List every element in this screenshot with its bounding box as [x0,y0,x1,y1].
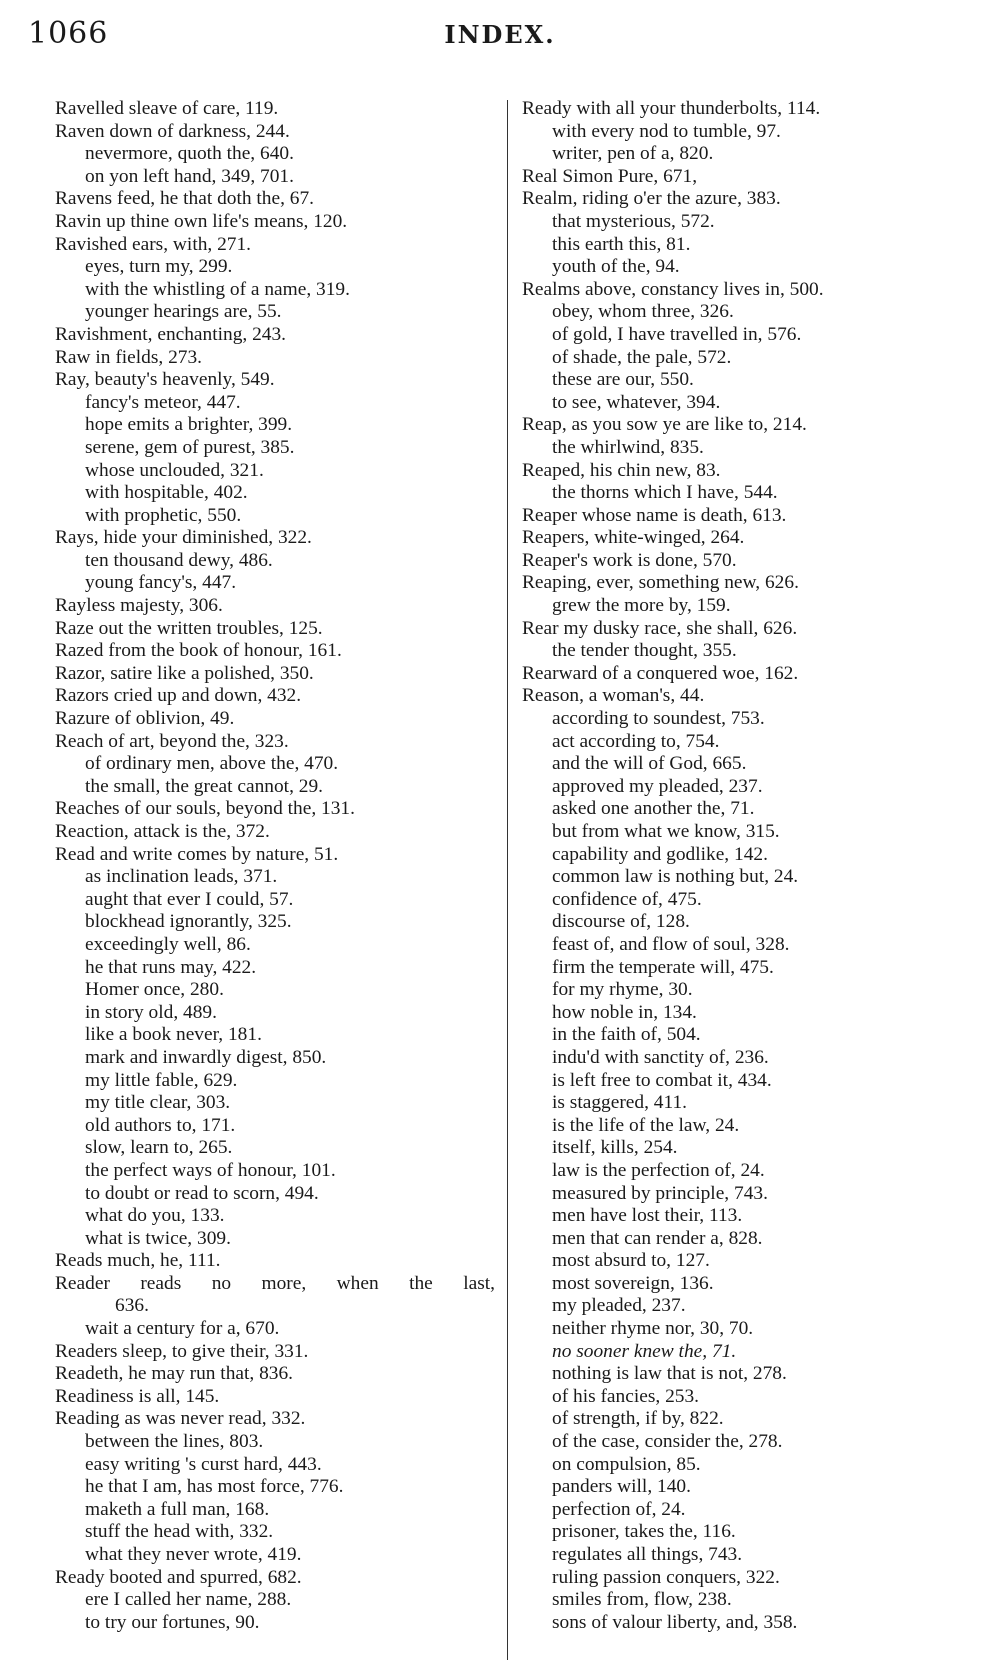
index-subentry: men have lost their, 113. [552,1205,743,1227]
index-entry: Ray, beauty's heavenly, 549. [55,369,275,391]
index-subentry: what they never wrote, 419. [85,1544,302,1565]
index-subentry: easy writing 's curst hard, 443. [85,1453,322,1475]
index-subentry: ere I called her name, 288. [85,1589,292,1611]
index-entry: Raze out the written troubles, 125. [55,617,323,639]
index-subentry: blockhead ignorantly, 325. [85,911,292,933]
index-subentry: fancy's meteor, 447. [85,391,241,413]
index-entry: Ravin up thine own life's means, 120. [55,210,348,232]
index-subentry: stuff the head with, 332. [85,1521,274,1543]
index-subentry: younger hearings are, 55. [85,301,282,323]
index-subentry: eyes, turn my, 299. [85,256,233,278]
index-subentry: the whirlwind, 835. [552,436,704,458]
index-subentry: wait a century for a, 670. [85,1318,280,1340]
index-subentry: exceedingly well, 86. [85,933,251,955]
index-subentry: according to soundest, 753. [552,708,765,730]
index-entry: Reaches of our souls, beyond the, 131. [55,798,355,820]
index-subentry: of ordinary men, above the, 470. [85,753,339,775]
index-subentry: prisoner, takes the, 116. [552,1521,736,1543]
index-subentry: Homer once, 280. [85,979,224,1001]
index-entry: Reap, as you sow ye are like to, 214. [522,414,807,436]
index-subentry: of shade, the pale, 572. [552,346,732,368]
index-subentry: young fancy's, 447. [85,572,237,594]
index-column-right [522,98,982,1634]
index-subentry: neither rhyme nor, 30, 70. [552,1318,754,1340]
index-subentry: no sooner knew the, 71. [552,1340,737,1362]
index-subentry: nevermore, quoth the, 640. [85,143,294,165]
index-subentry: hope emits a brighter, 399. [85,414,293,436]
index-subentry: men that can render a, 828. [552,1227,763,1249]
index-subentry: with every nod to tumble, 97. [552,120,781,142]
index-subentry: measured by principle, 743. [552,1182,768,1204]
index-subentry: approved my pleaded, 237. [552,775,763,797]
index-entry: Reaper's work is done, 570. [522,549,737,571]
index-subentry: for my rhyme, 30. [552,979,693,1001]
index-entry: Rear my dusky race, she shall, 626. [522,617,798,639]
index-entry: Rearward of a conquered woe, 162. [522,662,799,684]
index-subentry: of his fancies, 253. [552,1385,700,1407]
index-subentry: writer, pen of a, 820. [552,143,714,165]
index-subentry: to see, whatever, 394. [552,391,721,413]
index-entry: Reaping, ever, something new, 626. [522,572,799,594]
index-subentry: this earth this, 81. [552,233,691,255]
index-subentry: itself, kills, 254. [552,1137,678,1159]
index-entry: Realms above, constancy lives in, 500. [522,278,824,300]
index-entry: Reader reads no more, when the last, [55,1272,495,1294]
index-column-left [55,98,515,1634]
index-subentry: act according to, 754. [552,730,720,752]
index-subentry: is left free to combat it, 434. [552,1069,772,1091]
index-subentry: but from what we know, 315. [552,821,780,842]
index-subentry: is the life of the law, 24. [552,1114,740,1136]
index-subentry: mark and inwardly digest, 850. [85,1046,327,1068]
index-entry: Ravishment, enchanting, 243. [55,323,287,345]
index-entry: Reaction, attack is the, 372. [55,821,270,842]
index-subentry: on compulsion, 85. [552,1453,701,1475]
index-subentry: capability and godlike, 142. [552,843,768,865]
index-subentry: smiles from, flow, 238. [552,1589,732,1611]
index-subentry: the tender thought, 355. [552,640,737,662]
index-entry: Read and write comes by nature, 51. [55,843,339,865]
index-subentry: like a book never, 181. [85,1024,262,1046]
index-subentry: between the lines, 803. [85,1431,264,1453]
index-subentry: my pleaded, 237. [552,1295,686,1317]
index-entry: Rayless majesty, 306. [55,595,223,617]
index-subentry: on yon left hand, 349, 701. [85,165,294,187]
index-entry: Razure of oblivion, 49. [55,708,235,730]
index-entry: Reads much, he, 111. [55,1250,221,1272]
index-subentry: in story old, 489. [85,1001,217,1023]
index-subentry: serene, gem of purest, 385. [85,436,295,458]
index-entry: Reach of art, beyond the, 323. [55,730,289,752]
index-subentry: slow, learn to, 265. [85,1137,233,1159]
column-divider [507,100,508,1660]
index-entry: Raw in fields, 273. [55,346,203,368]
index-entry: Raven down of darkness, 244. [55,120,290,142]
index-subentry: law is the perfection of, 24. [552,1159,765,1181]
index-subentry: how noble in, 134. [552,1001,697,1023]
index-subentry: in the faith of, 504. [552,1024,701,1046]
index-subentry: confidence of, 475. [552,888,702,910]
index-subentry: indu'd with sanctity of, 236. [552,1046,769,1068]
index-subentry: most sovereign, 136. [552,1272,714,1294]
index-subentry: is staggered, 411. [552,1092,687,1114]
index-entry: Razor, satire like a polished, 350. [55,662,314,684]
index-subentry: with prophetic, 550. [85,504,242,526]
index-entry: Realm, riding o'er the azure, 383. [522,188,781,210]
index-subentry: feast of, and flow of soul, 328. [552,933,790,955]
index-subentry: sons of valour liberty, and, 358. [552,1611,798,1633]
index-subentry: my title clear, 303. [85,1092,231,1114]
index-subentry: of strength, if by, 822. [552,1408,724,1430]
index-entry: Readiness is all, 145. [55,1385,220,1407]
index-subentry: what do you, 133. [85,1205,225,1227]
index-subentry: and the will of God, 665. [552,753,747,775]
index-entry: Ravelled sleave of care, 119. [55,98,279,119]
index-subentry: nothing is law that is not, 278. [552,1363,787,1385]
index-subentry: perfection of, 24. [552,1498,686,1520]
index-subentry: with hospitable, 402. [85,482,248,504]
index-subentry: the thorns which I have, 544. [552,482,778,504]
index-subentry: the perfect ways of honour, 101. [85,1159,336,1181]
index-entry: Razors cried up and down, 432. [55,685,302,707]
index-subentry: my little fable, 629. [85,1069,238,1091]
index-subentry: maketh a full man, 168. [85,1498,270,1520]
index-entry: Ready booted and spurred, 682. [55,1566,302,1588]
index-subentry: discourse of, 128. [552,911,690,933]
index-entry: Rays, hide your diminished, 322. [55,527,312,549]
page-title: INDEX. [444,20,556,49]
index-entry: Reaper whose name is death, 613. [522,504,787,526]
index-entry: Reason, a woman's, 44. [522,685,705,707]
index-entry: Readers sleep, to give their, 331. [55,1340,309,1362]
index-entry: Reaped, his chin new, 83. [522,459,721,481]
index-subentry: regulates all things, 743. [552,1544,743,1565]
index-subentry: common law is nothing but, 24. [552,866,799,888]
index-subentry: he that runs may, 422. [85,956,257,978]
index-subentry: to doubt or read to scorn, 494. [85,1182,319,1204]
index-subentry: panders will, 140. [552,1476,691,1498]
index-entry: Real Simon Pure, 671, [522,165,698,187]
index-subentry: he that I am, has most force, 776. [85,1476,344,1498]
index-subentry: aught that ever I could, 57. [85,888,294,910]
index-subentry: these are our, 550. [552,369,694,391]
page-number: 1066 [28,16,109,51]
index-subentry: what is twice, 309. [85,1227,231,1249]
index-subentry: youth of the, 94. [552,256,680,278]
index-subentry: 636. [115,1295,149,1317]
index-subentry: most absurd to, 127. [552,1250,710,1272]
index-subentry: that mysterious, 572. [552,210,715,232]
index-subentry: as inclination leads, 371. [85,866,278,888]
index-entry: Reapers, white-winged, 264. [522,527,745,549]
index-entry: Ravens feed, he that doth the, 67. [55,188,315,210]
index-entry: Ready with all your thunderbolts, 114. [522,98,821,119]
index-subentry: of the case, consider the, 278. [552,1431,783,1453]
index-subentry: of gold, I have travelled in, 576. [552,323,802,345]
index-subentry: ten thousand dewy, 486. [85,549,273,571]
index-subentry: ruling passion conquers, 322. [552,1566,780,1588]
index-subentry: firm the temperate will, 475. [552,956,774,978]
index-subentry: grew the more by, 159. [552,595,731,617]
index-entry: Reading as was never read, 332. [55,1408,306,1430]
index-entry: Ravished ears, with, 271. [55,233,252,255]
index-entry: Readeth, he may run that, 836. [55,1363,294,1385]
index-subentry: the small, the great cannot, 29. [85,775,323,797]
index-subentry: to try our fortunes, 90. [85,1611,260,1633]
index-subentry: old authors to, 171. [85,1114,236,1136]
index-subentry: obey, whom three, 326. [552,301,734,323]
index-subentry: whose unclouded, 321. [85,459,264,481]
index-subentry: with the whistling of a name, 319. [85,278,350,300]
index-entry: Razed from the book of honour, 161. [55,640,342,662]
index-subentry: asked one another the, 71. [552,798,755,820]
